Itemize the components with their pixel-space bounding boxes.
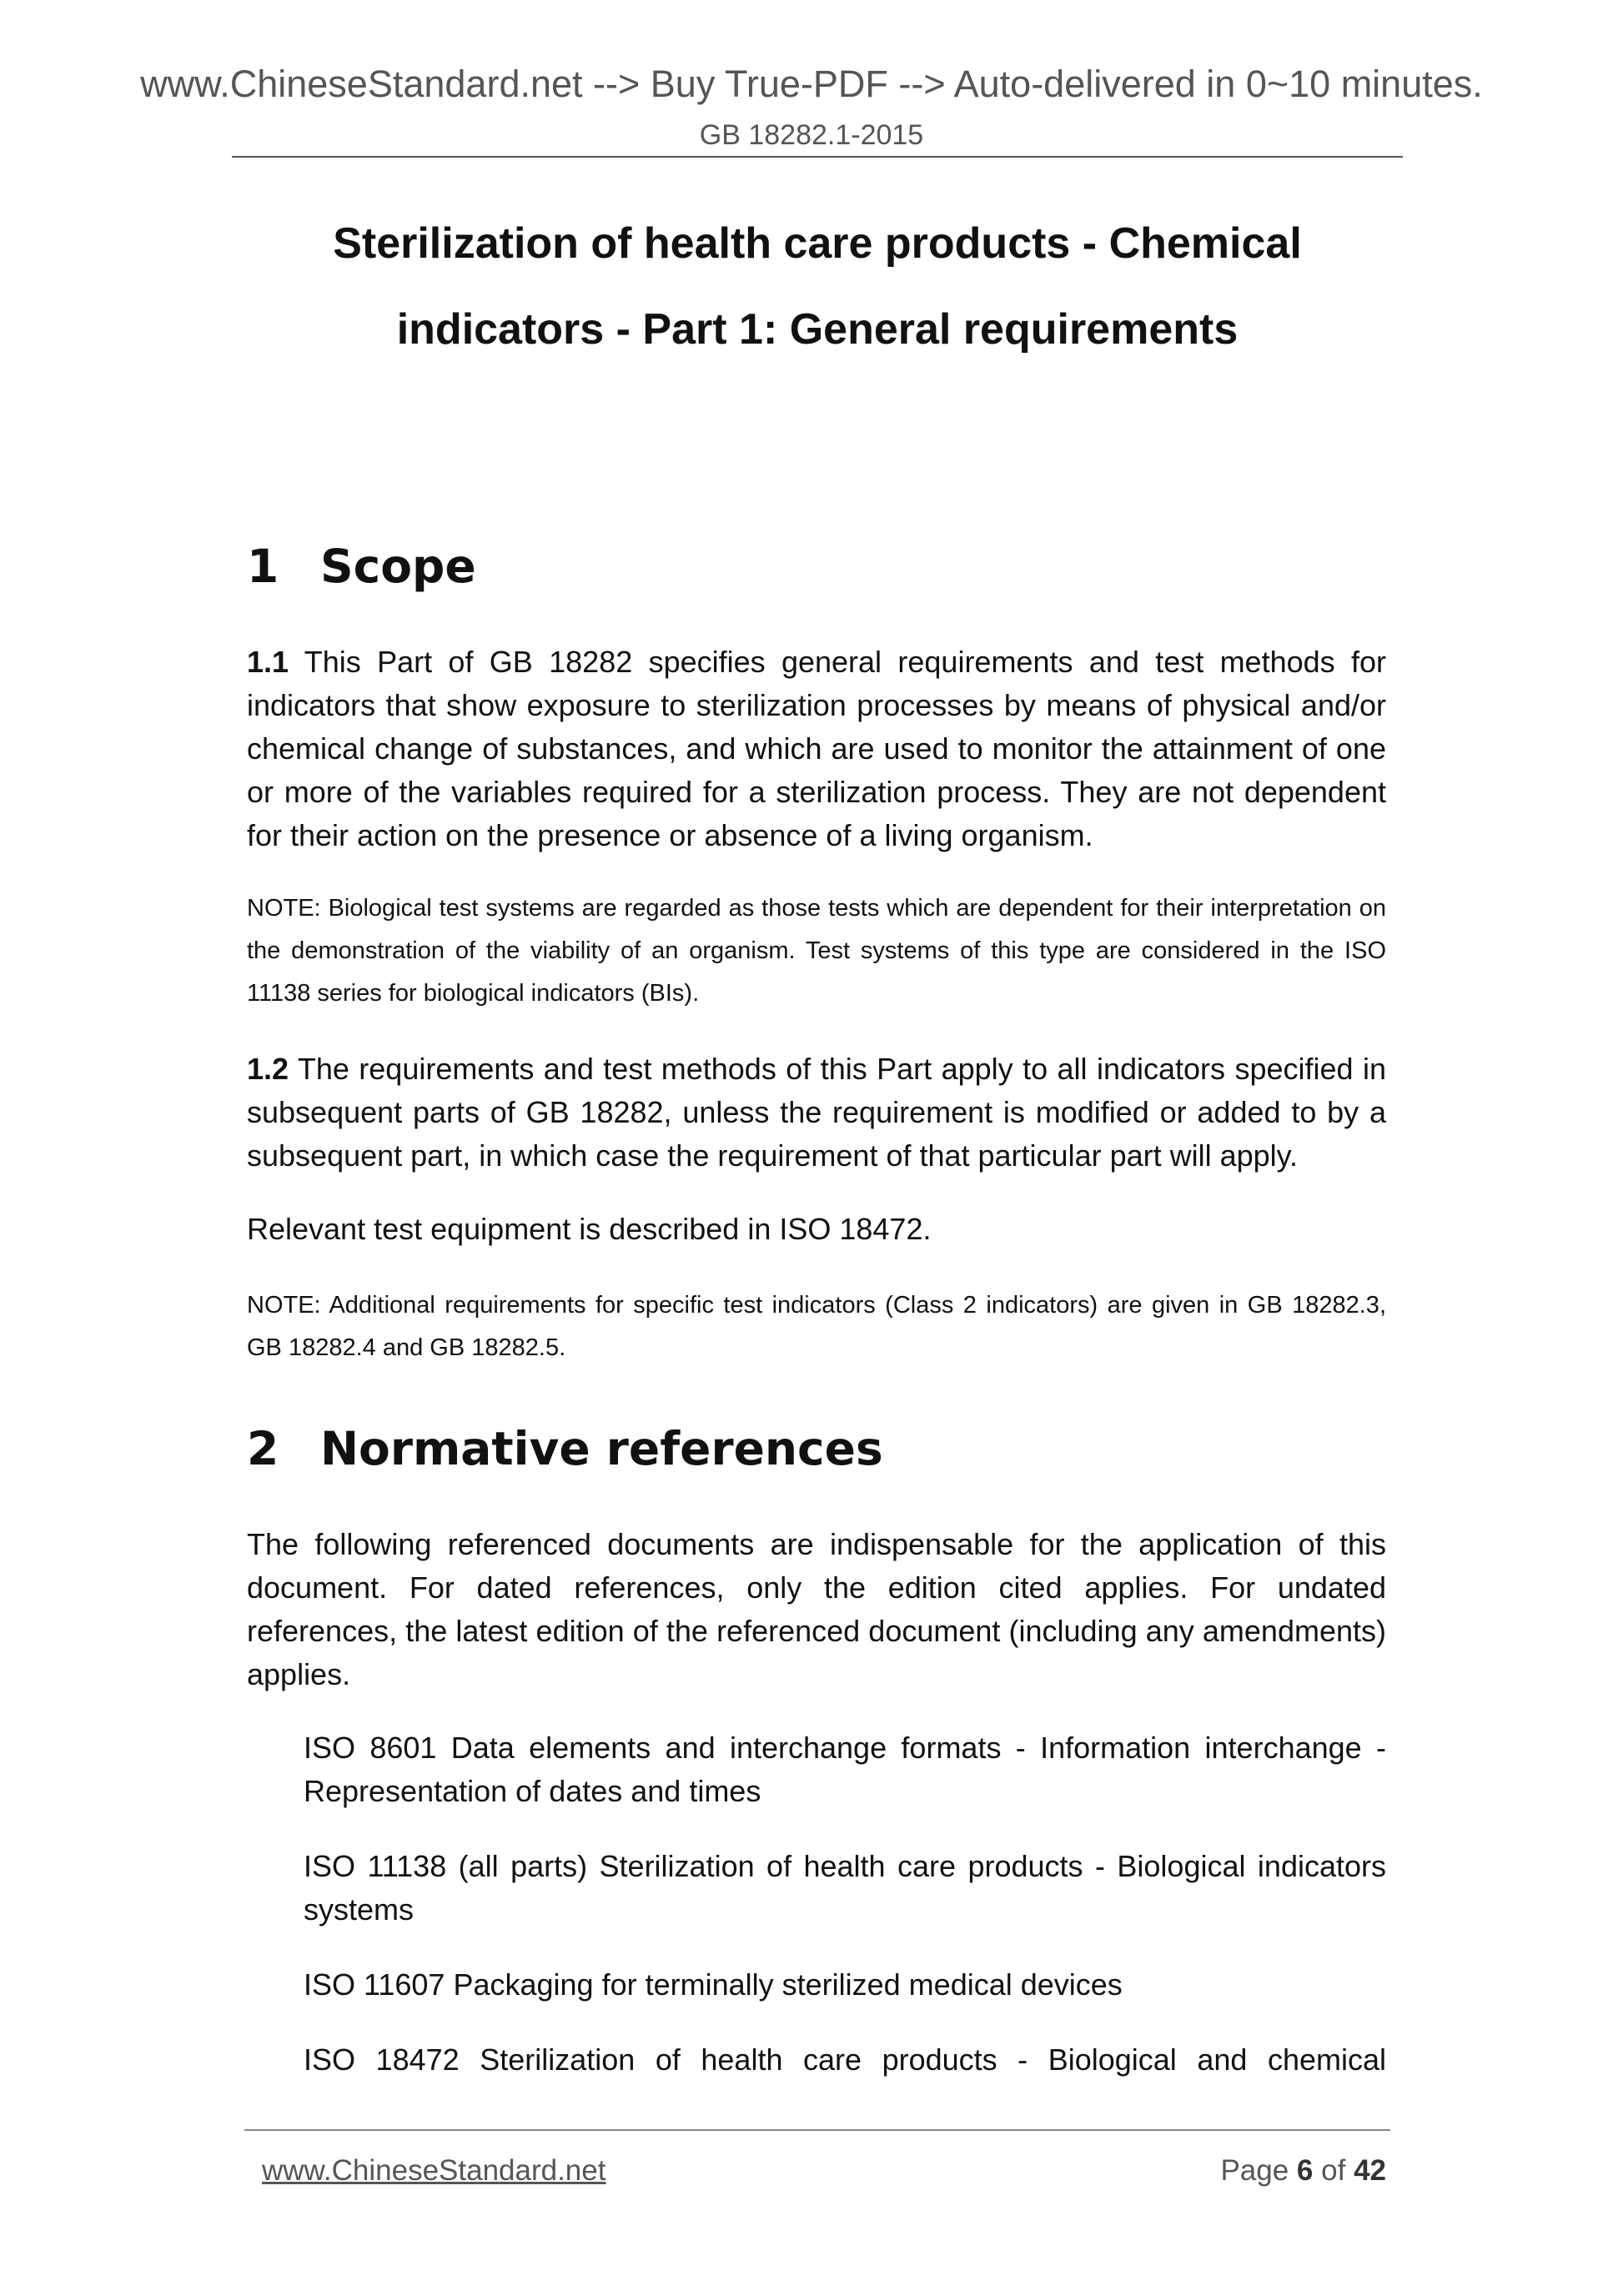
normative-references-intro: The following referenced documents are indispensable for the application of this document. For dated references, only the edition cited applies. For undated references, the latest edition of the referenced document (including any amendments) applies.	[247, 1527, 1386, 1691]
standard-code: GB 18282.1-2015	[699, 119, 924, 151]
reference-item: ISO 11138 (all parts) Sterilization of health care products - Biological indicators systems	[304, 1849, 1386, 1927]
clause-1-2-number: 1.2	[247, 1052, 289, 1086]
note-additional-requirements: NOTE: Additional requirements for specific test indicators (Class 2 indicators) are given in GB 18282.3, GB 18282.4 and GB 18282.5.	[247, 1292, 1386, 1361]
reference-item: ISO 8601 Data elements and interchange formats - Information interchange - Representation of dates and times	[304, 1731, 1386, 1808]
clause-1-1-text: This Part of GB 18282 specifies general requirements and test methods for indicators that show exposure to sterilization processes by means of physical and/or chemical change of substances, and which are used to monitor the attainment of one or more of the variables required for a sterilization process. They are not dependent for their action on the presence or absence of a living organism.	[247, 645, 1386, 852]
section-1-number: 1	[247, 540, 279, 593]
section-2-heading	[247, 1422, 883, 1475]
header-divider	[232, 156, 1403, 158]
note-biological-test-systems: NOTE: Biological test systems are regarded as those tests which are dependent for their interpretation on the demonstration of the viability of an organism. Test systems of this type are considered in the ISO 11138 series for biological indicators (BIs).	[247, 895, 1386, 1007]
document-title-line-1: Sterilization of health care products - Chemical	[333, 219, 1302, 268]
section-1-heading	[247, 540, 476, 593]
page-of-label: of	[1321, 2154, 1346, 2187]
footer-website-link[interactable]: www.ChineseStandard.net	[262, 2154, 606, 2187]
footer-divider	[244, 2129, 1390, 2131]
section-1-title: Scope	[320, 540, 476, 593]
reference-item: ISO 18472 Sterilization of health care products - Biological and chemical	[304, 2042, 1386, 2077]
page-total: 42	[1354, 2154, 1386, 2187]
section-2-number: 2	[247, 1422, 279, 1475]
clause-1-2-text: The requirements and test methods of this Part apply to all indicators specified in subsequent parts of GB 18282, unless the requirement is modified or added to by a subsequent part, in which case the requirement of that particular part will apply.	[247, 1052, 1386, 1173]
page-label: Page	[1220, 2154, 1289, 2187]
section-2-title: Normative references	[320, 1422, 883, 1475]
clause-1-1	[247, 641, 1386, 857]
header-banner: www.ChineseStandard.net --> Buy True-PDF --> Auto-delivered in 0~10 minutes.	[140, 63, 1483, 105]
clause-1-2	[247, 1048, 1386, 1178]
test-equipment-paragraph: Relevant test equipment is described in ISO 18472.	[247, 1212, 932, 1246]
reference-item: ISO 11607 Packaging for terminally sterilized medical devices	[304, 1967, 1123, 2002]
document-title-line-2: indicators - Part 1: General requirements	[396, 305, 1239, 354]
page-number	[1220, 2156, 1386, 2185]
page-current: 6	[1296, 2154, 1314, 2187]
clause-1-1-number: 1.1	[247, 645, 289, 679]
